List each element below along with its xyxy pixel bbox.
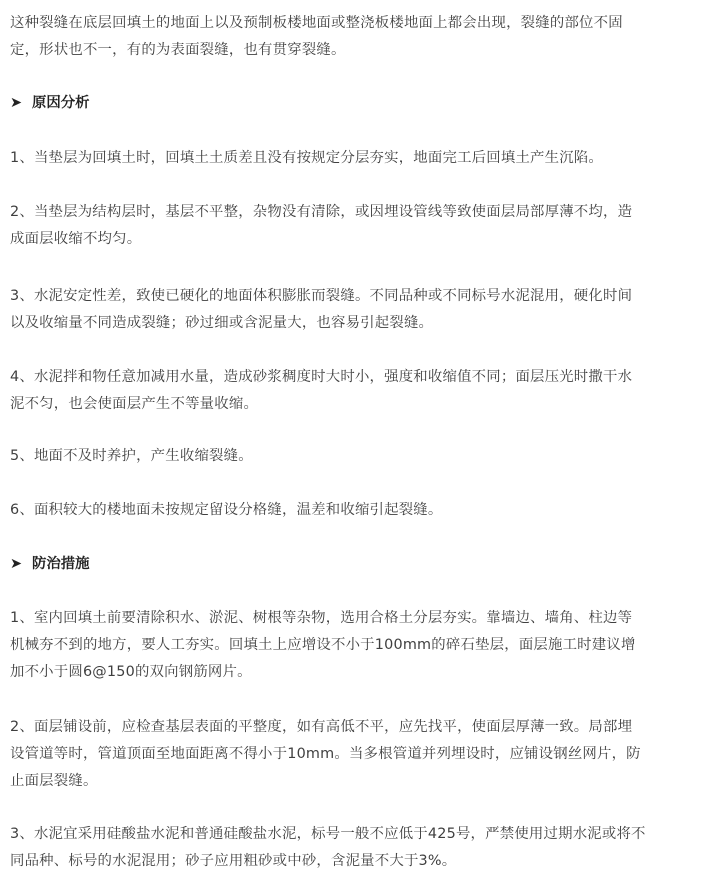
text-line: 加不小于圆6@150的双向钢筋网片。 (10, 664, 252, 680)
text-line: 3、水泥安定性差，致使已硬化的地面体积膨胀而裂缝。不同品种或不同标号水泥混用，硬化时间 (10, 288, 633, 304)
cause-item-4 (10, 364, 695, 418)
section-heading-causes (10, 90, 90, 117)
cause-item-6 (10, 497, 695, 524)
text-line: 设管道等时，管道顶面至地面距离不得小于10mm。当多根管道并列埋设时，应铺设钢丝网片，防 (10, 746, 641, 762)
text-line: 3、水泥宜采用硅酸盐水泥和普通硅酸盐水泥，标号一般不应低于425号，严禁使用过期水泥或将不 (10, 826, 646, 842)
text-line: 止面层裂缝。 (10, 773, 98, 789)
text-line: 同品种、标号的水泥混用；砂子应用粗砂或中砂，含泥量不大于3%。 (10, 853, 457, 869)
section-title: 原因分析 (32, 95, 90, 111)
text-line: 定，形状也不一，有的为表面裂缝，也有贯穿裂缝。 (10, 42, 346, 58)
cause-item-1 (10, 145, 695, 172)
text-line: 泥不匀，也会使面层产生不等量收缩。 (10, 396, 259, 412)
text-line: 成面层收缩不均匀。 (10, 231, 142, 247)
text-line: 1、室内回填土前要清除积水、淤泥、树根等杂物，选用合格土分层夯实。靠墙边、墙角、柱边等 (10, 610, 633, 626)
intro-paragraph (10, 10, 695, 64)
text-line: 机械夯不到的地方，要人工夯实。回填土上应增设不小于100mm的碎石垫层，面层施工时建议增 (10, 637, 636, 653)
cause-item-3 (10, 283, 695, 337)
cause-item-5 (10, 443, 695, 470)
section-title: 防治措施 (32, 556, 90, 572)
cause-item-2 (10, 199, 695, 253)
text-line: 这种裂缝在底层回填土的地面上以及预制板楼地面或整浇板楼地面上都会出现，裂缝的部位不固 (10, 15, 623, 31)
text-line: 以及收缩量不同造成裂缝；砂过细或含泥量大，也容易引起裂缝。 (10, 315, 434, 331)
text-line: 5、地面不及时养护，产生收缩裂缝。 (10, 448, 253, 464)
section-heading-prevention (10, 551, 90, 578)
text-line: 2、当垫层为结构层时，基层不平整，杂物没有清除，或因埋设管线等致使面层局部厚薄不均，造 (10, 204, 633, 220)
arrow-icon: ➤ (10, 556, 23, 572)
prevention-item-1 (10, 605, 695, 686)
text-line: 4、水泥拌和物任意加减用水量，造成砂浆稠度时大时小，强度和收缩值不同；面层压光时撒干水 (10, 369, 633, 385)
text-line: 6、面积较大的楼地面未按规定留设分格缝，温差和收缩引起裂缝。 (10, 502, 443, 518)
text-line: 1、当垫层为回填土时，回填土土质差且没有按规定分层夯实，地面完工后回填土产生沉陷。 (10, 150, 603, 166)
prevention-item-3 (10, 821, 695, 875)
arrow-icon: ➤ (10, 95, 23, 111)
prevention-item-2 (10, 714, 695, 795)
text-line: 2、面层铺设前，应检查基层表面的平整度，如有高低不平，应先找平，使面层厚薄一致。局部埋 (10, 719, 633, 735)
